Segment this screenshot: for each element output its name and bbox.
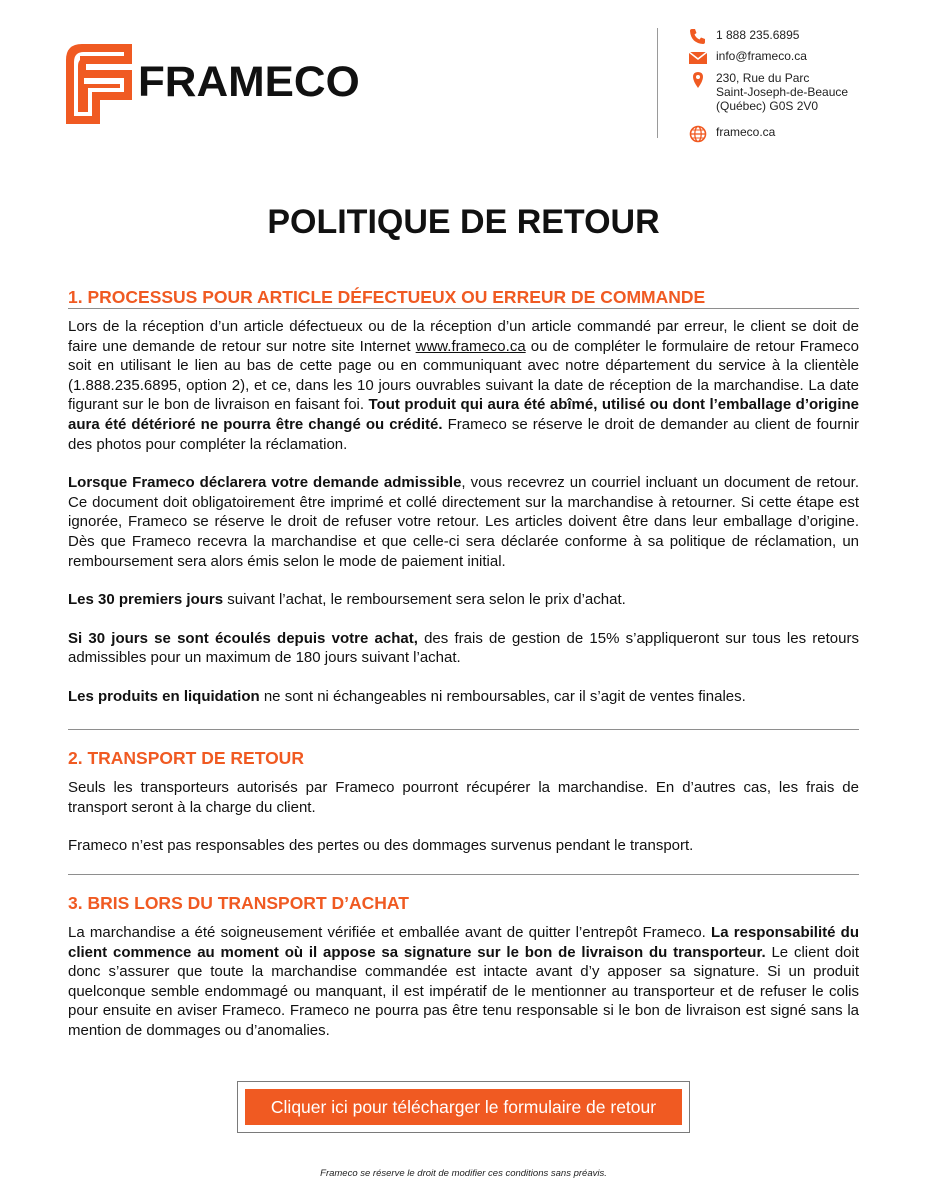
globe-icon <box>688 125 708 143</box>
brand-logo[interactable] <box>66 44 360 124</box>
bold-text: Les 30 premiers jours <box>68 591 224 609</box>
contact-website[interactable] <box>688 125 918 139</box>
contact-phone[interactable] <box>688 28 918 48</box>
text-run: Le client doit donc s’assurer que toute la marchandise commandée est intacte avant d’y apposer sa signature. Si un produit quelconque semble endommagé ou manquant, il est impératif de le mentionner au transporteur et de refuser le colis pour ensuite en aviser Frameco. Frameco ne pourra pas être tenu responsable si le bon de livraison est signé sans la mention de dommages ou d’anomalies. <box>68 943 860 1039</box>
phone-number: 1 888 235.6895 <box>716 28 800 42</box>
section-1-paragraph-2 <box>68 473 859 571</box>
text-run: ne sont ni échangeables ni remboursables, car il s’agit de ventes finales. <box>259 687 746 705</box>
section-3-paragraph-1 <box>68 923 859 1041</box>
phone-icon <box>688 28 708 46</box>
section-2-paragraph-2: Frameco n’est pas responsables des pertes ou des dommages survenus pendant le transport. <box>68 837 694 855</box>
brand-wordmark: FRAMECO <box>138 58 360 106</box>
section-1-paragraph-1 <box>68 317 859 454</box>
text-run: Lors de la réception d’un article défectueux ou de la réception d’un article commandé par erreur, le client se doit de faire une demande de retour sur notre site Internet <box>68 318 859 355</box>
bold-text: Si 30 jours se sont écoulés depuis votre achat, <box>68 629 418 647</box>
text-run: des frais de gestion de 15% s’appliqueront sur tous les retours admissibles pour un maximum de 180 jours suivant l’achat. <box>68 629 859 667</box>
contact-block <box>688 28 918 139</box>
section-shipping-damage <box>68 893 859 1041</box>
website-link[interactable]: www.frameco.ca <box>415 337 526 355</box>
section-1-heading: 1. PROCESSUS POUR ARTICLE DÉFECTUEUX OU ERREUR DE COMMANDE <box>68 287 859 309</box>
section-return-transport <box>68 748 859 856</box>
email-address: info@frameco.ca <box>716 49 807 63</box>
download-form-frame <box>237 1081 690 1133</box>
section-divider <box>68 729 859 730</box>
text-run: , vous recevrez un courriel incluant un document de retour. Ce document doit obligatoirement être imprimé et collé directement sur la marchandise à retourner. Si cette étape est ignorée, Frameco se réserve le droit de refuser votre retour. Les articles doivent être dans leur emballage d’origine. Dès que Frameco recevra la marchandise et que celle-ci sera déclarée conforme à sa politique de réclamation, un remboursement sera alors émis selon le mode de paiement initial. <box>68 474 859 570</box>
page-title: POLITIQUE DE RETOUR <box>267 203 660 241</box>
section-1-paragraph-3 <box>68 590 859 610</box>
bold-text: Les produits en liquidation <box>68 687 260 705</box>
contact-address <box>688 71 918 123</box>
bold-text: Tout produit qui aura été abîmé, utilisé ou dont l’emballage d’origine aura été détérioré ne pourra être changé ou crédité. <box>68 396 859 433</box>
section-divider <box>68 874 859 875</box>
section-1-paragraph-4 <box>68 629 859 668</box>
map-pin-icon <box>688 71 708 89</box>
website-url: frameco.ca <box>716 125 776 139</box>
download-return-form-button[interactable]: Cliquer ici pour télécharger le formulaire de retour <box>245 1089 682 1125</box>
bold-text: Lorsque Frameco déclarera votre demande admissible <box>68 474 462 492</box>
frameco-f-logo-icon <box>66 44 132 124</box>
mail-icon <box>688 49 708 67</box>
section-defective-items <box>68 287 859 707</box>
section-3-heading: 3. BRIS LORS DU TRANSPORT D’ACHAT <box>68 893 409 913</box>
section-2-heading: 2. TRANSPORT DE RETOUR <box>68 748 304 768</box>
contact-email[interactable] <box>688 49 918 69</box>
text-run: suivant l’achat, le remboursement sera selon le prix d’achat. <box>223 591 626 609</box>
address-line-2: Saint-Joseph-de-Beauce <box>716 85 849 99</box>
header-divider <box>657 28 658 138</box>
section-2-paragraph-1: Seuls les transporteurs autorisés par Frameco pourront récupérer la marchandise. En d’autres cas, les frais de transport seront à la charge du client. <box>68 779 859 816</box>
text-run: Frameco se réserve le droit de demander au client de fournir des photos pour compléter la réclamation. <box>68 415 859 453</box>
text-run: ou de compléter le formulaire de retour Frameco soit en utilisant le lien au bas de cette page ou en communiquant avec notre département du service à la clientèle (1.888.235.6895, option 2), et ce, dans les 10 jours ouvrables suivant la date de réception de la marchandise. La date figurant sur le bon de livraison en faisant foi. <box>68 337 859 414</box>
bold-text: La responsabilité du client commence au moment où il appose sa signature sur le bon de livraison du transporteur. <box>68 924 859 961</box>
footer-note: Frameco se réserve le droit de modifier ces conditions sans préavis. <box>320 1168 607 1179</box>
text-run: La marchandise a été soigneusement vérifiée et emballée avant de quitter l’entrepôt Frameco. <box>68 924 712 941</box>
address-line-3: (Québec) G0S 2V0 <box>716 99 819 113</box>
section-1-paragraph-5 <box>68 687 859 707</box>
address-line-1: 230, Rue du Parc <box>716 71 810 85</box>
